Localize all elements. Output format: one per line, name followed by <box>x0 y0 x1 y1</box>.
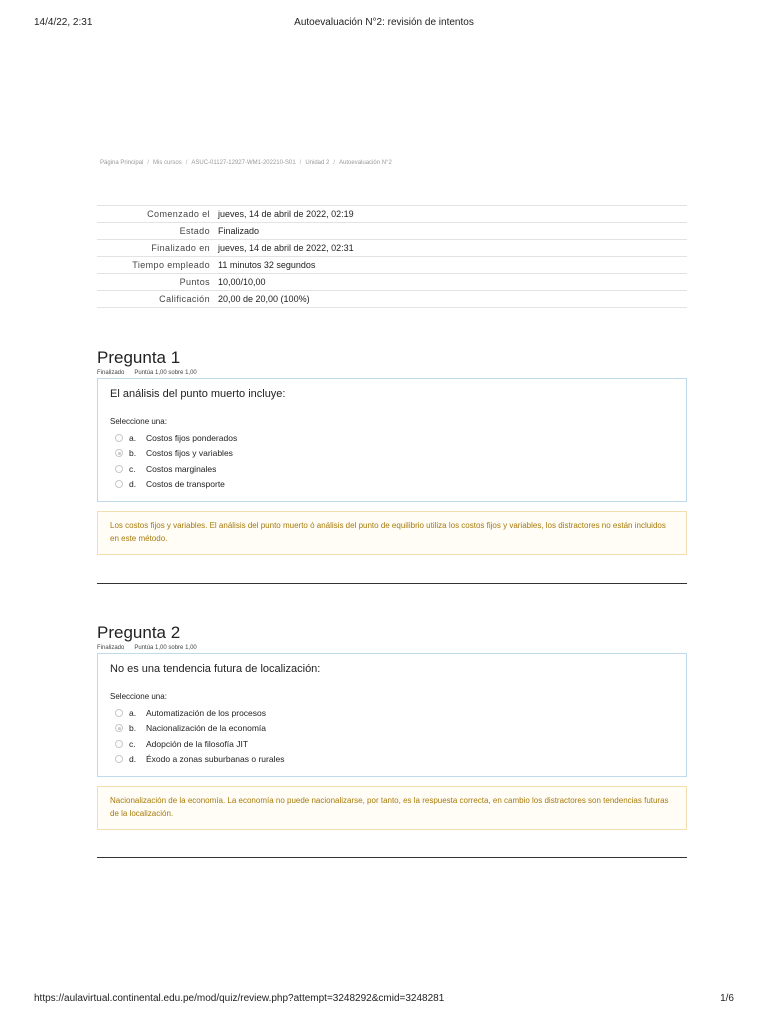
question-info <box>97 645 687 653</box>
print-footer <box>34 993 734 1007</box>
option-label: Costos fijos ponderados <box>146 432 238 443</box>
answer-option-selected[interactable] <box>110 721 674 737</box>
option-label: Éxodo a zonas suburbanas o rurales <box>146 754 285 765</box>
breadcrumb-separator: / <box>185 160 188 166</box>
question-state: Finalizado <box>97 370 125 376</box>
radio-button[interactable] <box>115 709 123 717</box>
answer-option[interactable] <box>110 752 674 768</box>
radio-button[interactable] <box>115 755 123 763</box>
radio-button[interactable] <box>115 434 123 442</box>
answer-option[interactable] <box>110 736 674 752</box>
question-grade: Puntúa 1,00 sobre 1,00 <box>134 370 197 376</box>
summary-value: jueves, 14 de abril de 2022, 02:31 <box>214 240 687 257</box>
summary-row <box>97 257 687 274</box>
breadcrumb-unit-link[interactable]: Unidad 2 <box>305 160 330 166</box>
print-header <box>34 17 734 31</box>
option-letter: d. <box>129 754 137 765</box>
option-label: Costos fijos y variables <box>146 448 233 459</box>
print-page-number: 1/6 <box>720 993 734 1004</box>
option-label: Costos de transporte <box>146 479 225 490</box>
attempt-summary-table <box>97 205 687 308</box>
radio-button-checked[interactable] <box>115 724 123 732</box>
print-title: Autoevaluación N°2: revisión de intentos <box>294 17 474 28</box>
general-feedback: Los costos fijos y variables. El análisis del punto muerto ó análisis del punto de equilibrio utiliza los costos fijos y variables, los distractores no están incluidos en este método. <box>97 511 687 555</box>
radio-button[interactable] <box>115 465 123 473</box>
option-letter: b. <box>129 448 137 459</box>
question-1 <box>97 348 687 555</box>
summary-row <box>97 291 687 308</box>
option-letter: a. <box>129 432 137 443</box>
summary-label: Calificación <box>97 291 214 308</box>
breadcrumb-separator: / <box>333 160 336 166</box>
summary-label: Estado <box>97 223 214 240</box>
summary-label: Tiempo empleado <box>97 257 214 274</box>
breadcrumb-quiz-link[interactable]: Autoevaluación N°2 <box>339 160 392 166</box>
print-url: https://aulavirtual.continental.edu.pe/mod/quiz/review.php?attempt=3248292&cmid=3248281 <box>34 993 445 1004</box>
question-content-box <box>97 378 687 502</box>
summary-row <box>97 206 687 223</box>
answer-option[interactable] <box>110 461 674 477</box>
breadcrumb-separator: / <box>147 160 150 166</box>
summary-label: Comenzado el <box>97 206 214 223</box>
option-letter: c. <box>129 738 136 749</box>
option-letter: b. <box>129 723 137 734</box>
summary-row <box>97 223 687 240</box>
general-feedback: Nacionalización de la economía. La economía no puede nacionalizarse, por tanto, es la respuesta correcta, en cambio los distractores son tendencias futuras de la localización. <box>97 786 687 830</box>
summary-value: 20,00 de 20,00 (100%) <box>214 291 687 308</box>
summary-value: jueves, 14 de abril de 2022, 02:19 <box>214 206 687 223</box>
option-label: Nacionalización de la economía <box>146 723 267 734</box>
option-label: Automatización de los procesos <box>146 707 267 718</box>
question-title: Pregunta 1 <box>97 348 181 367</box>
question-divider <box>97 583 687 584</box>
breadcrumb-separator: / <box>299 160 302 166</box>
summary-row <box>97 274 687 291</box>
answer-option[interactable] <box>110 430 674 446</box>
breadcrumb <box>100 160 392 166</box>
breadcrumb-course-link[interactable]: ASUC-01127-12927-WM1-202210-S01 <box>191 160 296 166</box>
radio-button-checked[interactable] <box>115 449 123 457</box>
question-grade: Puntúa 1,00 sobre 1,00 <box>134 645 197 651</box>
question-2 <box>97 623 687 830</box>
summary-row <box>97 240 687 257</box>
breadcrumb-my-courses-link[interactable]: Mis cursos <box>153 160 182 166</box>
option-letter: a. <box>129 707 137 718</box>
question-info <box>97 370 687 378</box>
radio-button[interactable] <box>115 740 123 748</box>
summary-value: 11 minutos 32 segundos <box>214 257 687 274</box>
answer-option-selected[interactable] <box>110 446 674 462</box>
question-prompt: Seleccione una: <box>110 417 167 426</box>
question-text: No es una tendencia futura de localización: <box>110 663 321 675</box>
question-title: Pregunta 2 <box>97 623 181 642</box>
option-letter: d. <box>129 479 137 490</box>
question-state: Finalizado <box>97 645 125 651</box>
answer-option[interactable] <box>110 705 674 721</box>
summary-value: Finalizado <box>214 223 687 240</box>
question-content-box <box>97 653 687 777</box>
breadcrumb-home-link[interactable]: Página Principal <box>100 160 144 166</box>
question-prompt: Seleccione una: <box>110 692 167 701</box>
question-divider <box>97 857 687 858</box>
summary-label: Puntos <box>97 274 214 291</box>
radio-button[interactable] <box>115 480 123 488</box>
option-letter: c. <box>129 463 136 474</box>
option-label: Adopción de la filosofía JIT <box>146 738 249 749</box>
summary-value: 10,00/10,00 <box>214 274 687 291</box>
answer-option[interactable] <box>110 477 674 493</box>
question-text: El análisis del punto muerto incluye: <box>110 388 286 400</box>
option-label: Costos marginales <box>146 463 217 474</box>
summary-label: Finalizado en <box>97 240 214 257</box>
print-date: 14/4/22, 2:31 <box>34 17 93 28</box>
